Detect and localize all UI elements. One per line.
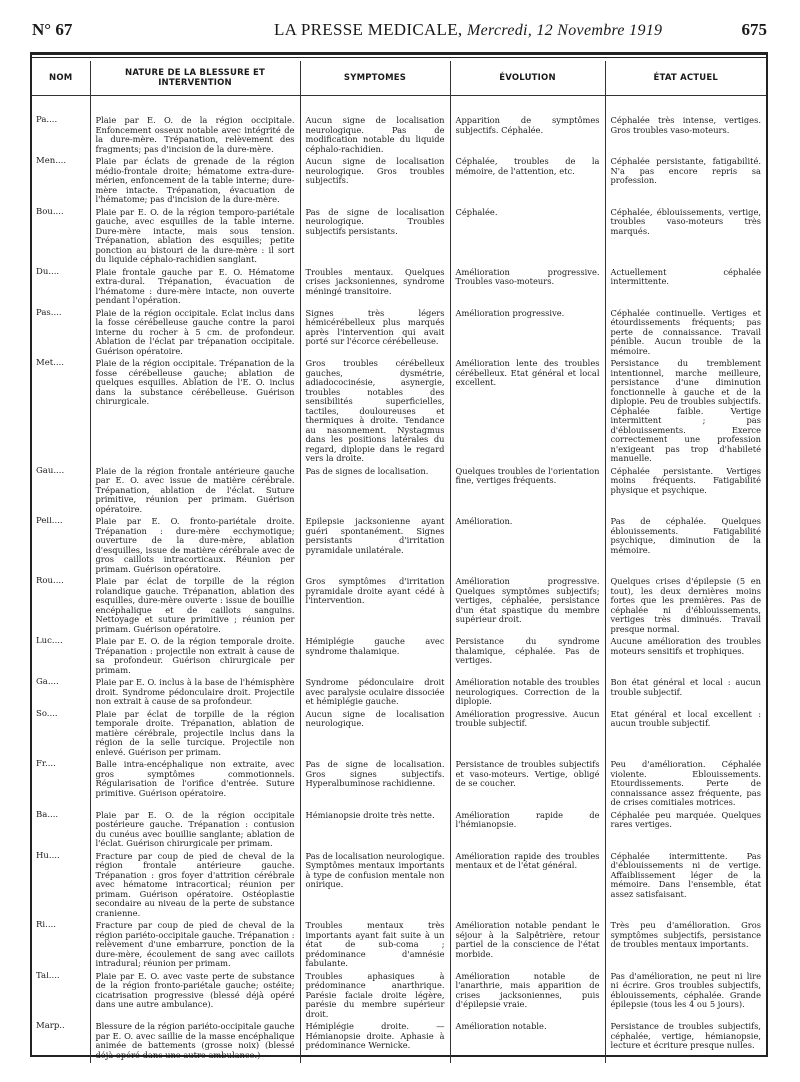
- cell-etat-actuel: Céphalée continuelle. Vertiges et étourdissements fréquents; pas perte de connaissance. Travail pénible. Aucun trouble de la mémoire.: [605, 309, 766, 360]
- cell-etat-actuel: Céphalée peu marquée. Quelques rares vertiges.: [605, 811, 766, 852]
- cell-etat-actuel: Céphalée intermittente. Pas d'éblouissements ni de vertige. Affaiblissement léger de la mémoire. Dans l'ensemble, état assez satisfaisant.: [605, 852, 766, 922]
- case-table: [32, 61, 766, 1063]
- cell-evolution: Amélioration lente des troubles cérébelleux. Etat général et local excellent.: [450, 359, 605, 467]
- cell-nature: Balle intra-encéphalique non extraite, avec gros symptômes commotionnels. Régularisation de l'orifice d'entrée. Suture primitive. Guérison opératoire.: [90, 760, 300, 811]
- cell-nom: Pas....: [36, 308, 62, 318]
- cell-evolution: Amélioration notable des troubles neurologiques. Correction de la diplopie.: [450, 678, 605, 710]
- table-row: [32, 972, 766, 1023]
- cell-etat-actuel: Persistance de troubles subjectifs, céphalée, vertige, hémianopsie, lecture et écriture presque nulles.: [605, 1022, 766, 1063]
- cell-evolution: Apparition de symptômes subjectifs. Céphalée.: [450, 116, 605, 157]
- cell-nom: Met....: [36, 359, 64, 368]
- cell-nature: Plaie par E. O. de la région occipitale postérieure gauche. Trépanation : contusion du cunéus avec bouillie sanglante; ablation de l'éclat. Guérison chirurgicale per primam.: [90, 811, 300, 852]
- cell-symptomes: Pas de signe de localisation. Gros signes subjectifs. Hyperalbuminose rachidienne.: [300, 760, 450, 811]
- cell-nom: Marp..: [36, 1022, 65, 1031]
- cell-evolution: Persistance du syndrome thalamique, céphalée. Pas de vertiges.: [450, 637, 605, 678]
- cell-nature: Plaie par E. O. avec vaste perte de substance de la région fronto-pariétale gauche; ostéite; cicatrisation progressive (blessé déjà opéré dans une autre ambulance).: [90, 972, 300, 1023]
- table-row: [32, 309, 766, 360]
- cell-nature: Plaie par E. O. inclus à la base de l'hémisphère droit. Syndrome pédonculaire droit. Projectile non extrait à cause de sa profondeur.: [90, 678, 300, 710]
- cell-nom: Gau....: [36, 466, 65, 476]
- cell-nature: Plaie frontale gauche par E. O. Hématome extra-dural. Trépanation, évacuation de l'hématome : dure-mère intacte, non ouverte pendant l'opération.: [90, 268, 300, 309]
- page-number: 675: [741, 20, 767, 39]
- cell-evolution: Amélioration progressive. Quelques symptômes subjectifs; vertiges, céphalée, persistance d'un état spastique du membre supérieur droit.: [450, 577, 605, 637]
- table-row: [32, 1022, 766, 1063]
- cell-symptomes: Hémiplégie droite. — Hémianopsie droite. Aphasie à prédominance Wernicke.: [300, 1022, 450, 1063]
- cell-symptomes: Signes très légers hémicérébelleux plus marqués après l'intervention qui avait porté sur l'écorce cérébelleuse.: [300, 309, 450, 360]
- cell-evolution: Amélioration.: [450, 517, 605, 577]
- table-row: [32, 852, 766, 922]
- case-table-frame: [30, 52, 768, 1060]
- table-row: [32, 577, 766, 637]
- cell-etat-actuel: Céphalée persistante, fatigabilité. N'a pas encore repris sa profession.: [605, 157, 766, 208]
- cell-evolution: Céphalée.: [450, 208, 605, 268]
- cell-symptomes: Troubles aphasiques à prédominance anarthrique. Parésie faciale droite légère, parésie du membre supérieur droit.: [300, 972, 450, 1023]
- cell-nom: Ri....: [36, 921, 56, 930]
- cell-nature: Fracture par coup de pied de cheval de la région frontale antérieure gauche. Trépanation : gros foyer d'attrition cérébrale avec hématome intracortical; réunion per primam. Guérison opératoire. Ostéoplastie secondaire au niveau de la perte de substance cranienne.: [90, 852, 300, 922]
- cell-nom: Du....: [36, 267, 60, 277]
- publication-name: LA PRESSE MEDICALE,: [274, 20, 463, 39]
- cell-nature: Plaie par E. O. de la région temporale droite. Trépanation : projectile non extrait à cause de sa profondeur. Guérison chirurgicale per primam.: [90, 637, 300, 678]
- cell-nature: Blessure de la région pariéto-occipitale gauche par E. O. avec saillie de la masse encéphalique animée de battements (grosse noix) (blessé déjà opéré dans une autre ambulance.): [90, 1022, 300, 1063]
- cell-etat-actuel: Très peu d'amélioration. Gros symptômes subjectifs, persistance de troubles mentaux importants.: [605, 921, 766, 972]
- table-row: [32, 517, 766, 577]
- cell-evolution: Amélioration rapide des troubles mentaux et de l'état général.: [450, 852, 605, 922]
- cell-nature: Fracture par coup de pied de cheval de la région pariéto-occipitale gauche. Trépanation : relèvement d'une embarrure, ponction de la dure-mère, écoulement de sang avec caillots intradural; réunion per primam.: [90, 921, 300, 972]
- cell-nature: Plaie par éclat de torpille de la région temporale droite. Trépanation, ablation de matière cérébrale, projectile inclus dans la région de la selle turcique. Projectile non enlevé. Guérison per primam.: [90, 710, 300, 761]
- column-header-evolution: ÉVOLUTION: [450, 61, 605, 96]
- column-header-nature: NATURE DE LA BLESSURE ET INTERVENTION: [90, 61, 300, 96]
- cell-nom: Pell....: [36, 517, 63, 526]
- cell-etat-actuel: Persistance du tremblement intentionnel, marche meilleure, persistance d'une diminution fonctionnelle à gauche et de la diplopie. Peu de troubles subjectifs. Céphalée faible. Vertige intermittent ; pas d'éblouissements. Exerce correctement une profession n'exigeant pas trop d'habileté manuelle.: [605, 359, 766, 467]
- cell-symptomes: Troubles mentaux. Quelques crises jacksoniennes, syndrome méningé transitoire.: [300, 268, 450, 309]
- cell-symptomes: Hémianopsie droite très nette.: [300, 811, 450, 852]
- cell-etat-actuel: Pas de céphalée. Quelques éblouissements. Fatigabilité psychique, diminution de la mémoire.: [605, 517, 766, 577]
- cell-evolution: Amélioration notable pendant le séjour à la Salpêtrière, retour partiel de la conscience de l'état morbide.: [450, 921, 605, 972]
- cell-etat-actuel: Actuellement céphalée intermittente.: [605, 268, 766, 309]
- cell-symptomes: Aucun signe de localisation neurologique. Gros troubles subjectifs.: [300, 157, 450, 208]
- table-row: [32, 116, 766, 157]
- column-header-nom: NOM: [32, 61, 90, 96]
- cell-evolution: Quelques troubles de l'orientation fine, vertiges fréquents.: [450, 467, 605, 518]
- cell-evolution: Amélioration rapide de l'hémianopsie.: [450, 811, 605, 852]
- cell-symptomes: Pas de localisation neurologique. Symptômes mentaux importants à type de confusion mentale non onirique.: [300, 852, 450, 922]
- cell-nom: Men....: [36, 157, 67, 166]
- cell-etat-actuel: Céphalée persistante. Vertiges moins fréquents. Fatigabilité physique et psychique.: [605, 467, 766, 518]
- cell-nature: Plaie de la région frontale antérieure gauche par E. O. avec issue de matière cérébrale. Trépanation, ablation de l'éclat. Suture primitive, réunion per primam. Guérison opératoire.: [90, 467, 300, 518]
- cell-etat-actuel: Etat général et local excellent : aucun trouble subjectif.: [605, 710, 766, 761]
- page-header: [32, 20, 767, 44]
- cell-etat-actuel: Pas d'amélioration, ne peut ni lire ni écrire. Gros troubles subjectifs, éblouissements, céphalée. Grande épilepsie (tous les 4 ou 5 jours).: [605, 972, 766, 1023]
- cell-evolution: Amélioration notable.: [450, 1022, 605, 1063]
- cell-nom: So....: [36, 709, 58, 719]
- cell-etat-actuel: Peu d'amélioration. Céphalée violente. Eblouissements. Etourdissements. Perte de connaissance assez fréquente, pas de crises comitiales motrices.: [605, 760, 766, 811]
- cell-evolution: Amélioration progressive.: [450, 309, 605, 360]
- cell-nom: Luc....: [36, 637, 63, 646]
- cell-nature: Plaie de la région occipitale. Eclat inclus dans la fosse cérébelleuse gauche contre la paroi interne du rocher à 5 cm. de profondeur. Ablation de l'éclat par trépanation occipitale. Guérison opératoire.: [90, 309, 300, 360]
- publication-title: [274, 20, 662, 40]
- cell-nom: Tal....: [36, 971, 60, 981]
- table-row: [32, 208, 766, 268]
- cell-symptomes: Hémiplégie gauche avec syndrome thalamique.: [300, 637, 450, 678]
- cell-nature: Plaie par E. O. de la région occipitale. Enfoncement osseux notable avec intégrité de la dure-mère. Trépanation, relèvement des fragments; pas d'incision de la dure-mère.: [90, 116, 300, 157]
- cell-symptomes: Aucun signe de localisation neurologique.: [300, 710, 450, 761]
- cell-evolution: Amélioration progressive. Troubles vaso-moteurs.: [450, 268, 605, 309]
- cell-symptomes: Pas de signe de localisation neurologique. Troubles subjectifs persistants.: [300, 208, 450, 268]
- cell-symptomes: Troubles mentaux très importants ayant fait suite à un état de sub-coma ; prédominance d'amnésie fabulante.: [300, 921, 450, 972]
- cell-symptomes: Aucun signe de localisation neurologique. Pas de modification notable du liquide céphalo-rachidien.: [300, 116, 450, 157]
- cell-evolution: Céphalée, troubles de la mémoire, de l'attention, etc.: [450, 157, 605, 208]
- table-body: [32, 96, 766, 1064]
- cell-nature: Plaie de la région occipitale. Trépanation de la fosse cérébelleuse gauche; ablation de quelques esquilles. Ablation de l'E. O. inclus dans la substance cérébelleuse. Guérison chirurgicale.: [90, 359, 300, 467]
- cell-nom: Pa....: [36, 116, 58, 125]
- cell-nom: Ga....: [36, 678, 59, 687]
- cell-nature: Plaie par éclats de grenade de la région médio-frontale droite; hématome extra-dure-mérien, enfoncement de la table interne; dure-mère intacte. Trépanation, évacuation de l'hématome; pas d'incision de la dure-mère.: [90, 157, 300, 208]
- table-row: [32, 467, 766, 518]
- cell-symptomes: Gros symptômes d'irritation pyramidale droite ayant cédé à l'intervention.: [300, 577, 450, 637]
- cell-symptomes: Pas de signes de localisation.: [300, 467, 450, 518]
- column-header-etat-actuel: ÉTAT ACTUEL: [605, 61, 766, 96]
- table-row: [32, 710, 766, 761]
- publication-date: Mercredi, 12 Novembre 1919: [467, 22, 663, 39]
- cell-nom: Ba....: [36, 810, 59, 820]
- cell-evolution: Amélioration notable de l'anarthrie, mais apparition de crises jacksoniennes, puis d'épilepsie vraie.: [450, 972, 605, 1023]
- table-row: [32, 760, 766, 811]
- table-row: [32, 637, 766, 678]
- table-row: [32, 157, 766, 208]
- cell-nom: Fr....: [36, 760, 56, 769]
- cell-nom: Hu....: [36, 851, 60, 861]
- cell-etat-actuel: Aucune amélioration des troubles moteurs sensitifs et trophiques.: [605, 637, 766, 678]
- cell-etat-actuel: Bon état général et local : aucun trouble subjectif.: [605, 678, 766, 710]
- cell-etat-actuel: Céphalée très intense, vertiges. Gros troubles vaso-moteurs.: [605, 116, 766, 157]
- cell-symptomes: Epilepsie jacksonienne ayant guéri spontanément. Signes persistants d'irritation pyramidale unilatérale.: [300, 517, 450, 577]
- table-row: [32, 359, 766, 467]
- cell-symptomes: Gros troubles cérébelleux gauches, dysmétrie, adiadococinésie, asynergie, troubles notables des sensibilités superficielles, tactiles, douloureuses et thermiques à droite. Tendance au nasonnement. Nystagmus dans les positions latérales du regard, diplopie dans le regard vers la droite.: [300, 359, 450, 467]
- table-header-row: [32, 61, 766, 96]
- cell-etat-actuel: Céphalée, éblouissements, vertige, troubles vaso-moteurs très marqués.: [605, 208, 766, 268]
- table-row: [32, 921, 766, 972]
- table-row: [32, 268, 766, 309]
- table-row: [32, 678, 766, 710]
- cell-nom: Bou....: [36, 207, 64, 217]
- cell-nature: Plaie par E. O. de la région temporo-pariétale gauche, avec esquilles de la table interne. Dure-mère intacte, mais sous tension. Trépanation, ablation des esquilles; petite ponction au bistouri de la dure-mère : il sort du liquide céphalo-rachidien sanglant.: [90, 208, 300, 268]
- cell-evolution: Amélioration progressive. Aucun trouble subjectif.: [450, 710, 605, 761]
- cell-nature: Plaie par E. O. fronto-pariétale droite. Trépanation : dure-mère ecchymotique; ouverture de la dure-mère, ablation d'esquilles, issue de matière cérébrale avec de gros caillots intracorticaux. Réunion per primam. Guérison opératoire.: [90, 517, 300, 577]
- cell-nature: Plaie par éclat de torpille de la région rolandique gauche. Trépanation, ablation des esquilles, dure-mère ouverte : issue de bouillie encéphalique et de caillots sanguins. Nettoyage et suture primitive ; réunion per primam. Guérison opératoire.: [90, 577, 300, 637]
- cell-nom: Rou....: [36, 577, 64, 586]
- table-row: [32, 811, 766, 852]
- issue-number: N° 67: [32, 20, 73, 39]
- cell-evolution: Persistance de troubles subjectifs et vaso-moteurs. Vertige, obligé de se coucher.: [450, 760, 605, 811]
- cell-etat-actuel: Quelques crises d'épilepsie (5 en tout), les deux dernières moins fortes que les premières. Pas de céphalée ni d'éblouissements, vertiges très diminués. Travail presque normal.: [605, 577, 766, 637]
- cell-symptomes: Syndrome pédonculaire droit avec paralysie oculaire dissociée et hémiplégie gauche.: [300, 678, 450, 710]
- column-header-symptomes: SYMPTOMES: [300, 61, 450, 96]
